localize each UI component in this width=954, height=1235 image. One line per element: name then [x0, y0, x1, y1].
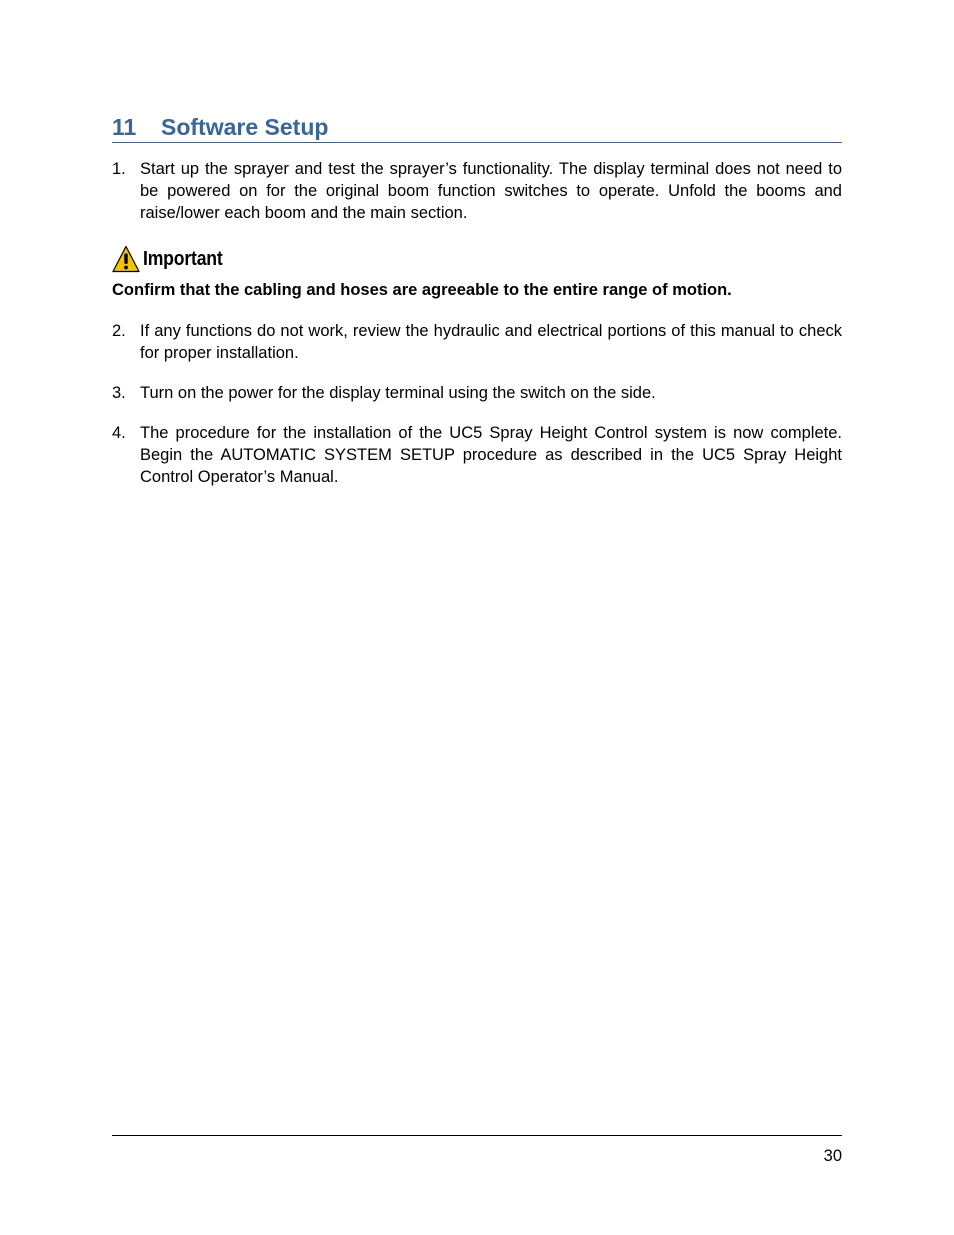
step-text: The procedure for the installation of the UC5 Spray Height Control system is now complete. Begin the AUTOMATIC SYSTEM SETUP procedure as described in the UC5 Spray Height Control Operator’s Manual.: [140, 424, 842, 486]
page-number: 30: [823, 1147, 842, 1165]
section-number: 11: [112, 114, 137, 140]
step-number: 3.: [112, 384, 126, 402]
step-text: Turn on the power for the display terminal using the switch on the side.: [140, 384, 656, 402]
section-heading: [112, 112, 842, 143]
important-callout: [112, 244, 233, 274]
step-item: [112, 158, 842, 224]
step-item: [112, 320, 842, 364]
warning-triangle-icon: [112, 245, 140, 273]
important-text: Confirm that the cabling and hoses are agreeable to the entire range of motion.: [112, 281, 732, 299]
step-item: [112, 422, 842, 488]
step-text: If any functions do not work, review the hydraulic and electrical portions of this manual to check for proper installation.: [140, 322, 842, 362]
step-text: Start up the sprayer and test the sprayer’s functionality. The display terminal does not need to be powered on for the original boom function switches to operate. Unfold the booms and raise/lower each boom and the main section.: [140, 160, 842, 222]
footer-divider: [112, 1135, 842, 1136]
section-title: Software Setup: [161, 114, 329, 140]
step-number: 4.: [112, 424, 126, 442]
step-item: [112, 382, 842, 404]
important-label: Important: [143, 247, 223, 270]
step-number: 2.: [112, 322, 126, 340]
step-number: 1.: [112, 160, 126, 178]
